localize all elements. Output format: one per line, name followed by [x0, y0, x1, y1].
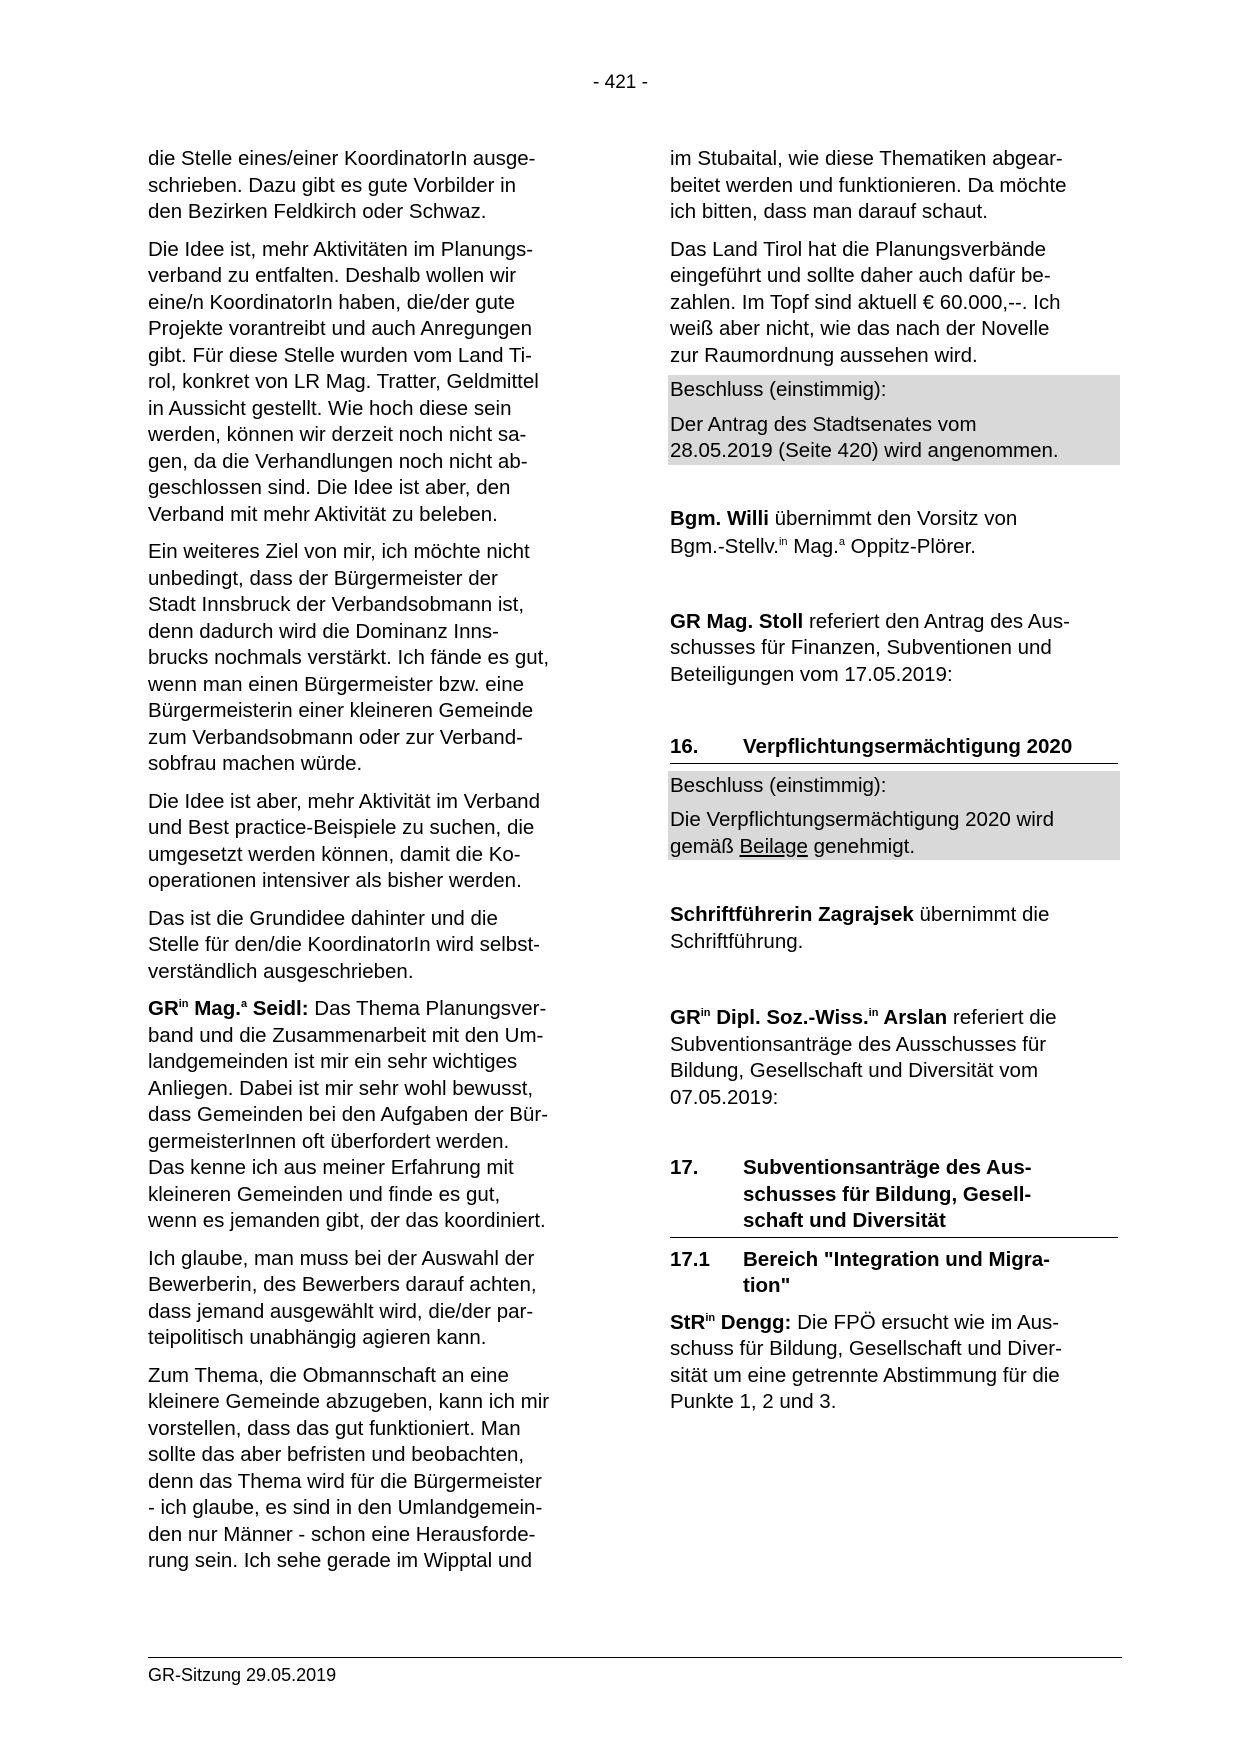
- text-line: Subventionsanträge des Aus-: [743, 1156, 1032, 1179]
- text-line: 28.05.2019 (Seite 420) wird angenommen.: [670, 439, 1059, 462]
- text-line: dass Gemeinden bei den Aufgaben der Bür-: [148, 1103, 549, 1126]
- resolution-title: Beschluss (einstimmig):: [670, 378, 887, 401]
- text-line: schaft und Diversität: [743, 1209, 946, 1232]
- resolution-text: [670, 412, 1117, 465]
- paragraph: [148, 906, 596, 986]
- resolution-box: [668, 771, 1120, 861]
- text-line: schuss für Bildung, Gesellschaft und Diver-: [670, 1337, 1062, 1360]
- text-line: rol, konkret von LR Mag. Tratter, Geldmittel: [148, 370, 539, 393]
- text-line: Bildung, Gesellschaft und Diversität vom: [670, 1059, 1039, 1082]
- text-line: Der Antrag des Stadtsenates vom: [670, 412, 977, 436]
- text-line: ich bitten, dass man darauf schaut.: [670, 200, 988, 223]
- text-line: den nur Männer - schon eine Herausforde-: [148, 1522, 536, 1546]
- text-line: denn das Thema wird für die Bürgermeister: [148, 1469, 542, 1493]
- secretary-paragraph: Schriftführerin Zagrajsek übernimmt die Schriftführung.: [670, 903, 1050, 953]
- text-line: band und die Zusammenarbeit mit den Um-: [148, 1023, 544, 1047]
- text-line: eingeführt und sollte daher auch dafür be-: [670, 264, 1051, 287]
- text-line: beitet werden und funktionieren. Da möchte: [670, 173, 1067, 197]
- text-line: Stadt Innsbruck der Verbandsobmann ist,: [148, 593, 525, 616]
- text-line: Die Idee ist, mehr Aktivitäten im Planungs-: [148, 237, 534, 261]
- text-line: Zum Thema, die Obmannschaft an eine: [148, 1363, 509, 1387]
- text-line: Das kenne ich aus meiner Erfahrung mit: [148, 1156, 514, 1179]
- text-line: Stelle für den/die KoordinatorIn wird selbst-: [148, 933, 540, 956]
- text-line: 07.05.2019:: [670, 1085, 779, 1109]
- text-line: Bürgermeisterin einer kleineren Gemeinde: [148, 699, 534, 722]
- text-line: dass jemand ausgewählt wird, die/der par-: [148, 1299, 534, 1323]
- text-line: Ich glaube, man muss bei der Auswahl der: [148, 1246, 535, 1270]
- text-line: kleineren Gemeinden und finde es gut,: [148, 1182, 501, 1206]
- resolution-text: Die Verpflichtungsermächtigung 2020 wird gemäß Beilage genehmigt.: [670, 808, 1055, 858]
- paragraph: [670, 146, 1118, 226]
- text-line: rung sein. Ich sehe gerade im Wipptal und: [148, 1549, 533, 1572]
- paragraph: [148, 237, 596, 529]
- text-line: im Stubaital, wie diese Thematiken abgear-: [670, 147, 1063, 170]
- text-line: Das ist die Grundidee dahinter und die: [148, 906, 498, 930]
- text-line: sobfrau machen würde.: [148, 752, 363, 775]
- text-line: Ein weiteres Ziel von mir, ich möchte nicht: [148, 540, 530, 563]
- text-line: vorstellen, dass das gut funktioniert. Man: [148, 1416, 521, 1440]
- text-line: schrieben. Dazu gibt es gute Vorbilder in: [148, 173, 517, 197]
- text-line: zur Raumordnung aussehen wird.: [670, 343, 978, 367]
- text-line: gibt. Für diese Stelle wurden vom Land Ti-: [148, 343, 532, 367]
- speaker-paragraph: $GR^{in}$ Mag.$^a$ Seidl: Das Thema Planungsver- band und die Zusammenarbeit mit den Um- landgemeinden ist mir ein sehr wichtiges Anliegen. Dabei ist mir sehr wohl bewusst, dass Gemeinden bei den Aufgaben der Bür- germeisterInnen oft überfordert werden. Das kenne ich aus meiner Erfahrung mit kleineren Gemeinden und finde es gut, wenn es jemanden gibt, der das koordiniert.: [148, 996, 596, 1235]
- text-line: Das Land Tirol hat die Planungsverbände: [670, 237, 1047, 261]
- text-line: Subventionsanträge des Ausschusses für: [670, 1032, 1047, 1056]
- resolution-title: Beschluss (einstimmig):: [670, 773, 887, 797]
- text-line: gen, da die Verhandlungen noch nicht ab-: [148, 449, 528, 473]
- text-line: tion": [743, 1274, 791, 1297]
- paragraph: [148, 539, 596, 778]
- text-line: werden, können wir derzeit noch nicht sa-: [148, 423, 527, 446]
- paragraph: [148, 1363, 596, 1575]
- resolution-box: [668, 375, 1120, 465]
- text-line: denn dadurch wird die Dominanz Inns-: [148, 619, 499, 643]
- text-line: Beteiligungen vom 17.05.2019:: [670, 662, 953, 686]
- text-line: operationen intensiver als bisher werden.: [148, 869, 522, 892]
- text-line: schusses für Bildung, Gesell-: [743, 1182, 1032, 1206]
- text-line: zum Verbandsobmann oder zur Verband-: [148, 725, 523, 749]
- text-line: und Best practice-Beispiele zu suchen, die: [148, 816, 535, 839]
- text-line: den Bezirken Feldkirch oder Schwaz.: [148, 200, 487, 223]
- text-line: eine/n KoordinatorIn haben, die/der gute: [148, 290, 515, 314]
- report-paragraph: GR Mag. Stoll referiert den Antrag des Aus- schusses für Finanzen, Subventionen und Beteiligungen vom 17.05.2019:: [670, 609, 1118, 689]
- text-line: Anliegen. Dabei ist mir sehr wohl bewusst,: [148, 1076, 534, 1100]
- paragraph: [148, 1246, 596, 1352]
- text-line: wenn es jemanden gibt, der das koordiniert.: [148, 1209, 546, 1232]
- section-heading-17-1: 17.1 Bereich "Integration und Migra- tion": [670, 1247, 1118, 1300]
- right-column: [670, 146, 1118, 1427]
- text-line: schusses für Finanzen, Subventionen und: [670, 636, 1052, 659]
- paragraph: [148, 146, 596, 226]
- paragraph: [670, 237, 1118, 370]
- left-column: [148, 146, 596, 1586]
- report-paragraph: $GR^{in}$ Dipl. Soz.-Wiss.$^{in}$ Arslan referiert die Subventionsanträge des Ausschusses für Bildung, Gesellschaft und Diversität vom 07.05.2019:: [670, 1005, 1118, 1111]
- chair-handover: Bgm. Willi übernimmt den Vorsitz von Bgm.-Stellv.$^{in}$ Mag.$^a$ Oppitz-Plörer.: [670, 506, 1018, 558]
- text-line: verständlich ausgeschrieben.: [148, 959, 414, 983]
- text-line: in Aussicht gestellt. Wie hoch diese sein: [148, 396, 512, 420]
- text-line: die Stelle eines/einer KoordinatorIn ausge-: [148, 147, 536, 170]
- text-line: - ich glaube, es sind in den Umlandgemein-: [148, 1496, 543, 1519]
- section-heading-16: 16. Verpflichtungsermächtigung 2020: [670, 734, 1118, 764]
- text-line: geschlossen sind. Die Idee ist aber, den: [148, 476, 511, 499]
- text-line: verband zu entfalten. Deshalb wollen wir: [148, 264, 517, 287]
- text-line: Punkte 1, 2 und 3.: [670, 1390, 837, 1413]
- text-line: umgesetzt werden können, damit die Ko-: [148, 842, 521, 866]
- text-line: kleinere Gemeinde abzugeben, kann ich mir: [148, 1390, 550, 1413]
- text-line: Bereich "Integration und Migra-: [743, 1247, 1050, 1271]
- text-line: sität um eine getrennte Abstimmung für die: [670, 1363, 1060, 1387]
- text-line: Verband mit mehr Aktivität zu beleben.: [148, 502, 498, 526]
- footer-text: GR-Sitzung 29.05.2019: [148, 1665, 337, 1685]
- page-number: - 421 -: [593, 72, 648, 93]
- speaker-name: $GR^{in}$ Mag.$^a$ Seidl:: [148, 997, 309, 1020]
- section-heading-17: 17. Subventionsanträge des Aus- schusses für Bildung, Gesell- schaft und Diversität: [670, 1155, 1118, 1238]
- footer-divider: [148, 1657, 1122, 1658]
- text-line: teipolitisch unabhängig agieren kann.: [148, 1326, 487, 1349]
- text-line: germeisterInnen oft überfordert werden.: [148, 1129, 510, 1153]
- text-line: unbedingt, dass der Bürgermeister der: [148, 566, 498, 590]
- text-line: Bewerberin, des Bewerbers darauf achten,: [148, 1273, 537, 1296]
- text-line: Projekte vorantreibt und auch Anregungen: [148, 317, 533, 340]
- text-line: brucks nochmals verstärkt. Ich fände es gut,: [148, 646, 550, 669]
- text-line: weiß aber nicht, wie das nach der Novelle: [670, 317, 1050, 340]
- beilage-link[interactable]: Beilage: [739, 834, 808, 858]
- text-line: Die Idee ist aber, mehr Aktivität im Verband: [148, 789, 540, 813]
- text-line: zahlen. Im Topf sind aktuell € 60.000,--. Ich: [670, 290, 1061, 314]
- text-line: landgemeinden ist mir ein sehr wichtiges: [148, 1050, 518, 1073]
- text-line: wenn man einen Bürgermeister bzw. eine: [148, 672, 525, 696]
- paragraph: [148, 789, 596, 895]
- speaker-paragraph: StR$^{in}$ Dengg: Die FPÖ ersucht wie im Aus- schuss für Bildung, Gesellschaft und Diver- sität um eine getrennte Abstimmung für die Punkte 1, 2 und 3.: [670, 1310, 1118, 1416]
- text-line: sollte das aber befristen und beobachten,: [148, 1443, 525, 1466]
